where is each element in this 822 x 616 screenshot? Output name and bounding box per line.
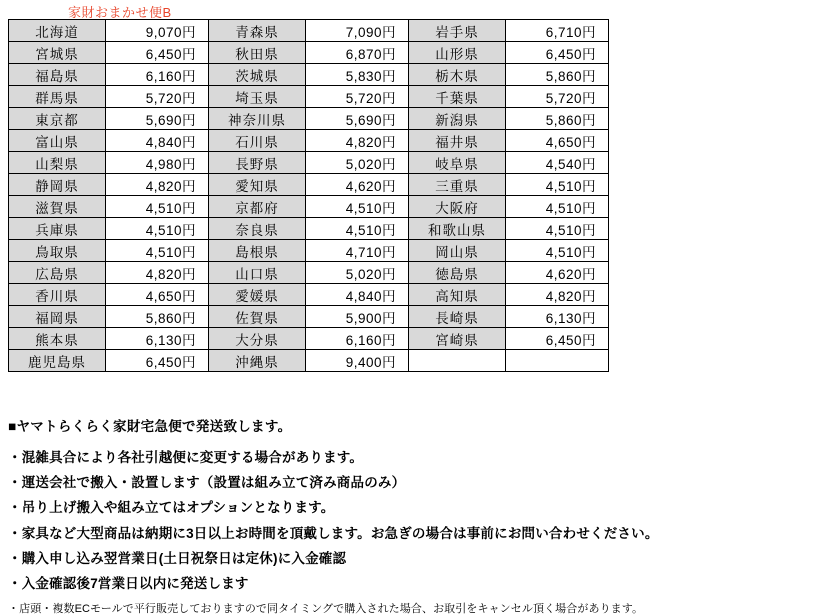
price-cell: 5,020円 — [306, 262, 409, 284]
prefecture-cell: 茨城県 — [209, 64, 306, 86]
price-cell: 4,840円 — [306, 284, 409, 306]
price-cell: 7,090円 — [306, 20, 409, 42]
price-cell: 6,130円 — [106, 328, 209, 350]
price-cell: 5,860円 — [506, 64, 609, 86]
prefecture-cell: 福岡県 — [9, 306, 106, 328]
prefecture-cell: 岡山県 — [409, 240, 506, 262]
price-cell: 5,020円 — [306, 152, 409, 174]
shipping-fee-table — [8, 19, 609, 372]
price-cell: 4,620円 — [306, 174, 409, 196]
price-cell: 6,450円 — [506, 328, 609, 350]
page-title: 家財おまかせ便B — [68, 5, 172, 20]
price-cell: 4,510円 — [106, 218, 209, 240]
prefecture-cell: 長崎県 — [409, 306, 506, 328]
prefecture-cell: 栃木県 — [409, 64, 506, 86]
price-cell: 4,980円 — [106, 152, 209, 174]
table-row — [9, 262, 609, 284]
price-cell: 9,070円 — [106, 20, 209, 42]
price-cell: 6,160円 — [106, 64, 209, 86]
table-row — [9, 130, 609, 152]
prefecture-cell: 福島県 — [9, 64, 106, 86]
prefecture-cell: 石川県 — [209, 130, 306, 152]
prefecture-cell: 山梨県 — [9, 152, 106, 174]
table-row — [9, 174, 609, 196]
price-cell: 4,820円 — [106, 262, 209, 284]
price-cell: 5,720円 — [506, 86, 609, 108]
table-row — [9, 328, 609, 350]
prefecture-cell: 沖縄県 — [209, 350, 306, 372]
notes-section — [8, 415, 808, 616]
price-cell: 4,820円 — [106, 174, 209, 196]
table-row — [9, 108, 609, 130]
prefecture-cell: 滋賀県 — [9, 196, 106, 218]
price-cell: 4,820円 — [306, 130, 409, 152]
prefecture-cell: 佐賀県 — [209, 306, 306, 328]
price-cell: 5,690円 — [106, 108, 209, 130]
prefecture-cell: 和歌山県 — [409, 218, 506, 240]
prefecture-cell: 岩手県 — [409, 20, 506, 42]
prefecture-cell: 奈良県 — [209, 218, 306, 240]
price-cell: 4,620円 — [506, 262, 609, 284]
prefecture-cell: 鹿児島県 — [9, 350, 106, 372]
prefecture-cell: 宮崎県 — [409, 328, 506, 350]
price-cell: 6,130円 — [506, 306, 609, 328]
price-cell: 5,860円 — [506, 108, 609, 130]
price-cell: 4,650円 — [506, 130, 609, 152]
table-row — [9, 306, 609, 328]
prefecture-cell: 青森県 — [209, 20, 306, 42]
prefecture-cell: 長野県 — [209, 152, 306, 174]
table-row — [9, 20, 609, 42]
price-cell: 4,510円 — [306, 196, 409, 218]
prefecture-cell: 愛知県 — [209, 174, 306, 196]
note-line: ・吊り上げ搬入や組み立てはオプションとなります。 — [8, 500, 335, 516]
prefecture-cell: 兵庫県 — [9, 218, 106, 240]
price-cell: 4,510円 — [106, 240, 209, 262]
prefecture-cell: 山口県 — [209, 262, 306, 284]
prefecture-cell: 広島県 — [9, 262, 106, 284]
note-line: ・混雑具合により各社引越便に変更する場合があります。 — [8, 450, 364, 465]
prefecture-cell: 群馬県 — [9, 86, 106, 108]
price-cell: 4,710円 — [306, 240, 409, 262]
prefecture-cell: 山形県 — [409, 42, 506, 64]
prefecture-cell: 三重県 — [409, 174, 506, 196]
price-cell: 5,720円 — [106, 86, 209, 108]
prefecture-cell: 鳥取県 — [9, 240, 106, 262]
prefecture-cell: 愛媛県 — [209, 284, 306, 306]
price-cell: 6,450円 — [506, 42, 609, 64]
prefecture-cell: 富山県 — [9, 130, 106, 152]
empty-cell — [506, 350, 609, 372]
price-cell: 6,450円 — [106, 42, 209, 64]
prefecture-cell: 新潟県 — [409, 108, 506, 130]
notes-small-print: ・店頭・複数ECモールで平行販売しておりますので同タイミングで購入された場合、お取引をキャンセル頂く場合があります。 — [8, 603, 644, 616]
prefecture-cell: 北海道 — [9, 20, 106, 42]
price-cell: 4,510円 — [506, 240, 609, 262]
price-cell: 4,540円 — [506, 152, 609, 174]
table-row — [9, 240, 609, 262]
table-row — [9, 152, 609, 174]
price-cell: 4,820円 — [506, 284, 609, 306]
price-cell: 6,710円 — [506, 20, 609, 42]
prefecture-cell: 福井県 — [409, 130, 506, 152]
table-row — [9, 284, 609, 306]
price-cell: 4,510円 — [506, 218, 609, 240]
price-cell: 5,860円 — [106, 306, 209, 328]
fee-table-body — [9, 20, 609, 372]
price-cell: 4,840円 — [106, 130, 209, 152]
price-cell: 4,510円 — [506, 174, 609, 196]
price-cell: 5,830円 — [306, 64, 409, 86]
table-row — [9, 42, 609, 64]
table-row — [9, 196, 609, 218]
prefecture-cell: 徳島県 — [409, 262, 506, 284]
table-row — [9, 64, 609, 86]
prefecture-cell: 東京都 — [9, 108, 106, 130]
prefecture-cell: 島根県 — [209, 240, 306, 262]
price-cell: 5,720円 — [306, 86, 409, 108]
price-cell: 4,510円 — [506, 196, 609, 218]
note-line: ・購入申し込み翌営業日(土日祝祭日は定休)に入金確認 — [8, 550, 347, 566]
price-cell: 5,900円 — [306, 306, 409, 328]
price-cell: 6,160円 — [306, 328, 409, 350]
table-row — [9, 86, 609, 108]
prefecture-cell: 大分県 — [209, 328, 306, 350]
prefecture-cell: 秋田県 — [209, 42, 306, 64]
prefecture-cell: 熊本県 — [9, 328, 106, 350]
prefecture-cell: 京都府 — [209, 196, 306, 218]
prefecture-cell: 大阪府 — [409, 196, 506, 218]
prefecture-cell: 岐阜県 — [409, 152, 506, 174]
note-line: ・家具など大型商品は納期に3日以上お時間を頂戴します。お急ぎの場合は事前にお問い合わせください。 — [8, 525, 659, 541]
notes-heading: ■ヤマトらくらく家財宅急便で発送致します。 — [8, 419, 292, 434]
table-row — [9, 350, 609, 372]
prefecture-cell: 静岡県 — [9, 174, 106, 196]
price-cell: 6,870円 — [306, 42, 409, 64]
price-cell: 4,510円 — [306, 218, 409, 240]
price-cell: 9,400円 — [306, 350, 409, 372]
prefecture-cell: 千葉県 — [409, 86, 506, 108]
price-cell: 4,650円 — [106, 284, 209, 306]
price-cell: 5,690円 — [306, 108, 409, 130]
prefecture-cell: 埼玉県 — [209, 86, 306, 108]
notes-list — [8, 449, 808, 593]
empty-cell — [409, 350, 506, 372]
prefecture-cell: 高知県 — [409, 284, 506, 306]
price-cell: 6,450円 — [106, 350, 209, 372]
price-cell: 4,510円 — [106, 196, 209, 218]
note-line: ・運送会社で搬入・設置します（設置は組み立て済み商品のみ） — [8, 475, 406, 491]
note-line: ・入金確認後7営業日以内に発送します — [8, 576, 249, 592]
table-row — [9, 218, 609, 240]
prefecture-cell: 神奈川県 — [209, 108, 306, 130]
prefecture-cell: 宮城県 — [9, 42, 106, 64]
prefecture-cell: 香川県 — [9, 284, 106, 306]
